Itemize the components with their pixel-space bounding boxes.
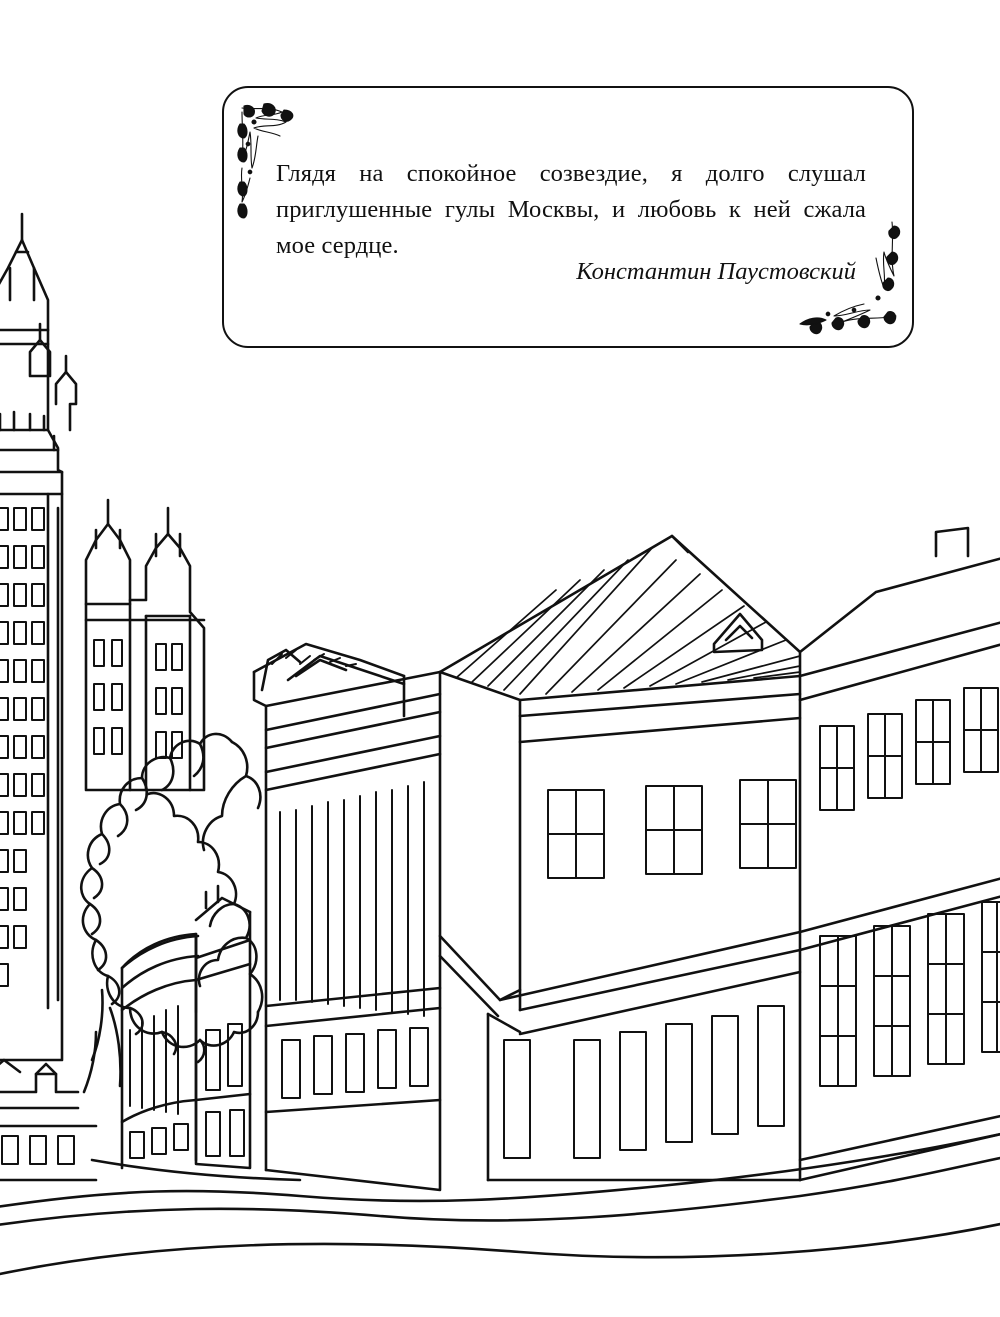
hipped-roof-building bbox=[440, 536, 800, 1180]
stalinist-skyscraper bbox=[0, 214, 76, 1060]
neoclassical-building-pediment bbox=[254, 644, 520, 1190]
right-building bbox=[800, 528, 1000, 1180]
foliage-tree bbox=[81, 734, 262, 1092]
skyscraper-wing bbox=[86, 500, 204, 790]
low-houses-left bbox=[0, 1060, 96, 1180]
mid-side-building bbox=[196, 886, 250, 1168]
quote-card bbox=[222, 86, 914, 348]
rounded-corner-building bbox=[122, 934, 198, 1168]
quote-text: Глядя на спокойное созвездие, я долго слушал приглушенные гулы Москвы, и любовь к ней сжала мое сердце. bbox=[276, 160, 866, 259]
quote-author: Константин Паустовский bbox=[576, 258, 856, 285]
road bbox=[0, 1222, 1000, 1276]
